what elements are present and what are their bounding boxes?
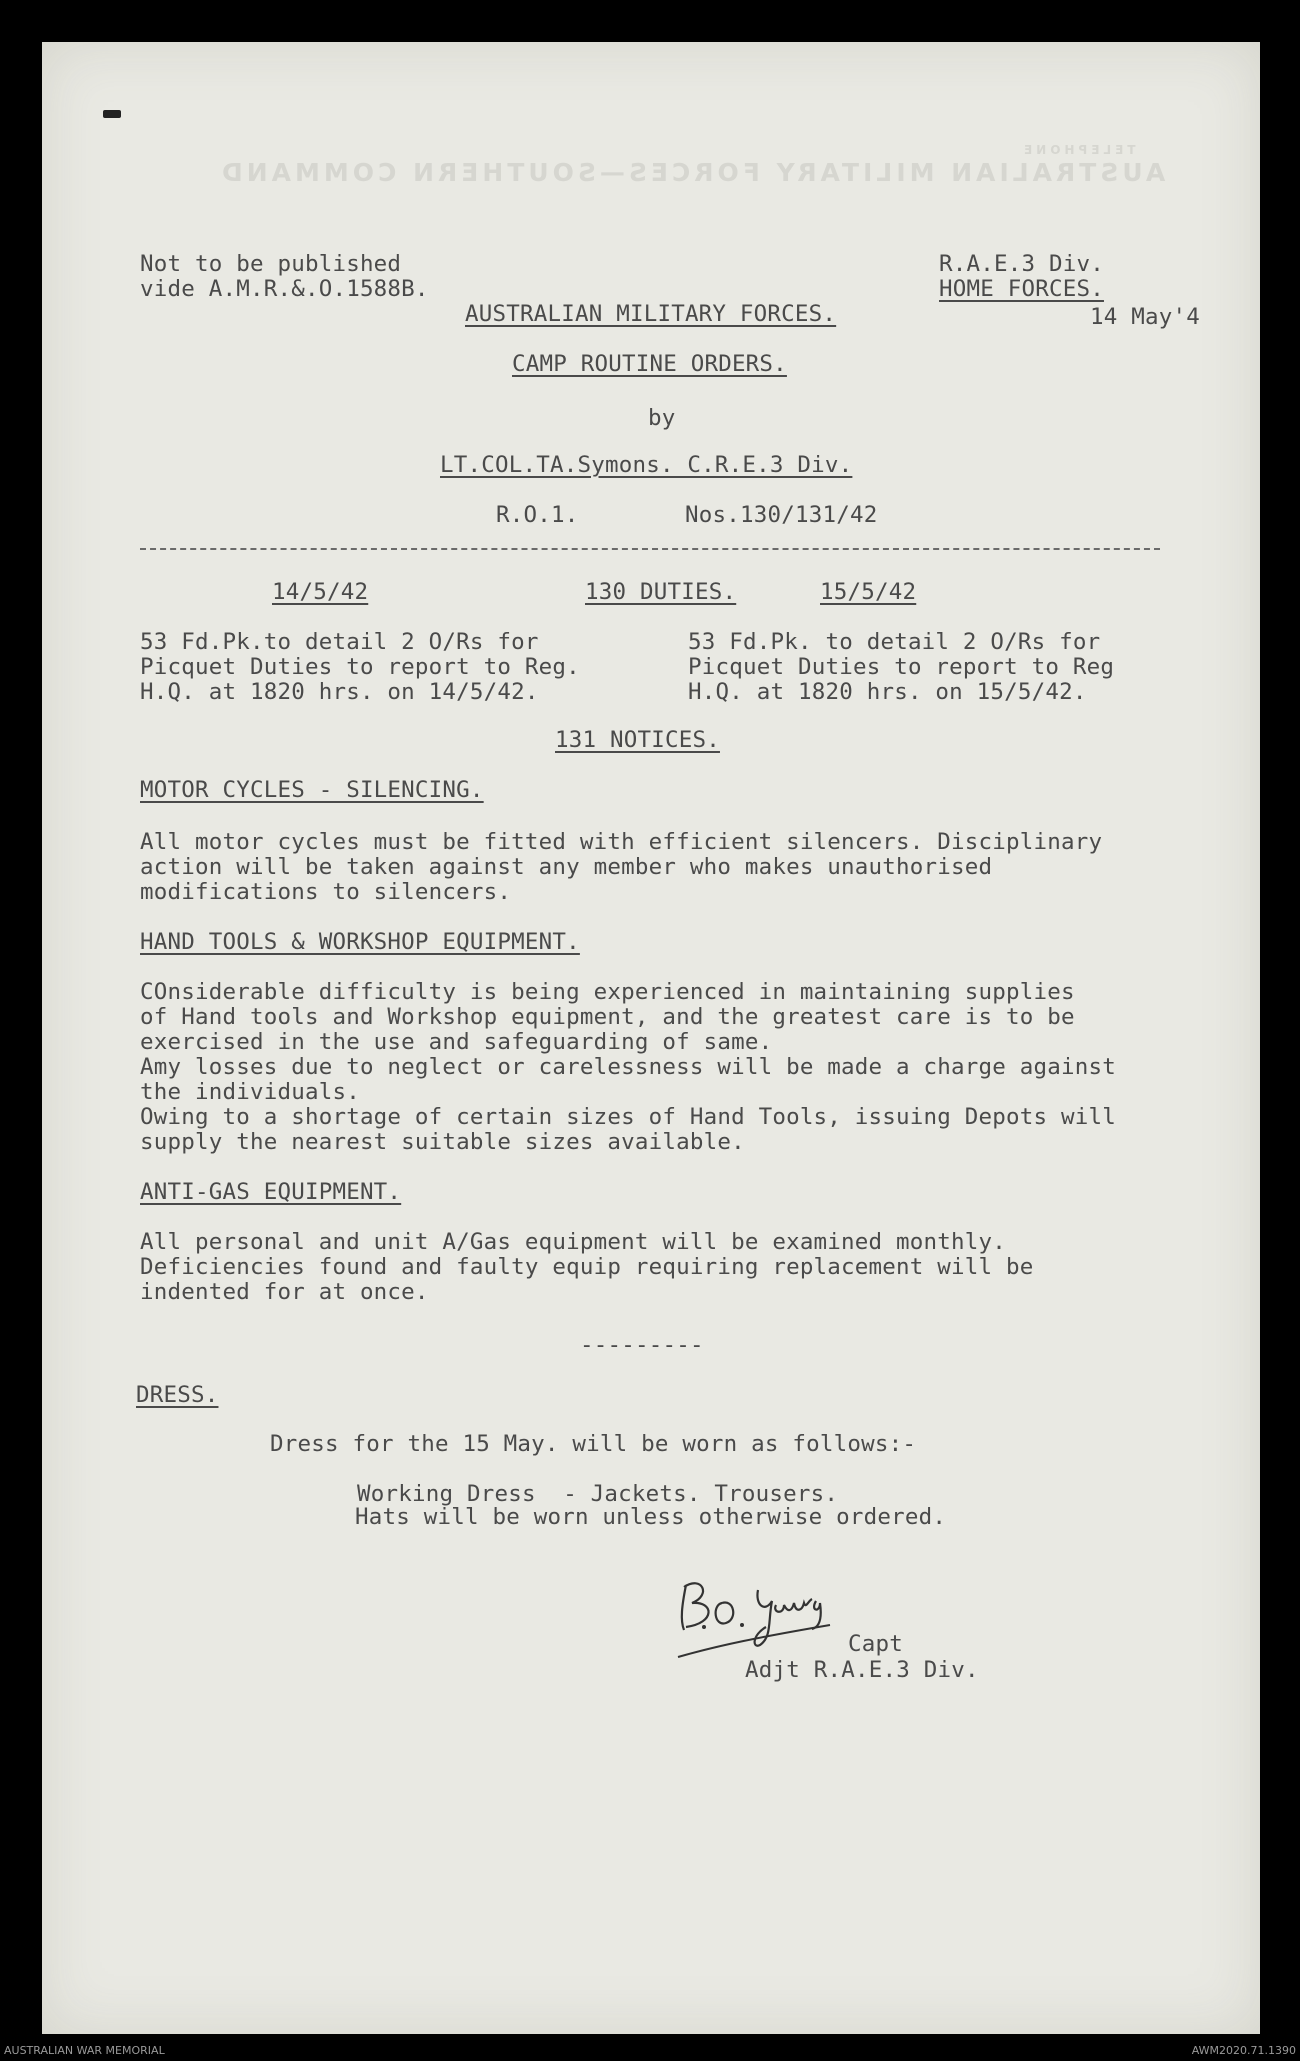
letterhead-telephone: TELEPHONE <box>1020 143 1136 157</box>
section-line: of Hand tools and Workshop equipment, and the greatest care is to be <box>140 1004 1075 1030</box>
unit-designation: R.A.E.3 Div. <box>939 251 1104 277</box>
duties-left-line: 53 Fd.Pk.to detail 2 O/Rs for <box>140 629 539 655</box>
home-forces: HOME FORCES. <box>939 276 1104 302</box>
section-title: MOTOR CYCLES - SILENCING. <box>140 777 484 803</box>
section-line: indented for at once. <box>140 1279 429 1305</box>
forces-title: AUSTRALIAN MILITARY FORCES. <box>465 301 837 327</box>
duties-right-line: Picquet Duties to report to Reg <box>688 654 1115 680</box>
orders-title: CAMP ROUTINE ORDERS. <box>512 351 787 377</box>
ink-mark <box>103 110 121 118</box>
publication-restriction: Not to be published <box>140 251 402 277</box>
dress-intro: Dress for the 15 May. will be worn as follows:- <box>270 1431 917 1457</box>
order-numbers: Nos.130/131/42 <box>685 502 878 528</box>
footer-accession-number: AWM2020.71.1390 <box>1191 2044 1296 2057</box>
duties-right-line: H.Q. at 1820 hrs. on 15/5/42. <box>688 679 1087 705</box>
by-label: by <box>648 405 676 431</box>
section-line: modifications to silencers. <box>140 879 512 905</box>
publication-reference: vide A.M.R.&.O.1588B. <box>140 276 429 302</box>
dress-line: Hats will be worn unless otherwise ordered. <box>355 1504 947 1530</box>
section-line: All motor cycles must be fitted with efficient silencers. Disciplinary <box>140 829 1103 855</box>
duties-date-left: 14/5/42 <box>272 579 369 605</box>
section-line: All personal and unit A/Gas equipment will be examined monthly. <box>140 1229 1007 1255</box>
duties-right-line: 53 Fd.Pk. to detail 2 O/Rs for <box>688 629 1101 655</box>
footer-institution: AUSTRALIAN WAR MEMORIAL <box>4 2044 165 2057</box>
rol-number: R.O.1. <box>496 502 579 528</box>
duties-left-line: Picquet Duties to report to Reg. <box>140 654 580 680</box>
notices-heading: 131 NOTICES. <box>555 727 720 753</box>
section-line: COnsiderable difficulty is being experienced in maintaining supplies <box>140 979 1075 1005</box>
signatory-title: Adjt R.A.E.3 Div. <box>745 1657 979 1683</box>
section-line: Amy losses due to neglect or carelessness will be made a charge against <box>140 1054 1116 1080</box>
section-line: exercised in the use and safeguarding of same. <box>140 1029 773 1055</box>
header-rule <box>140 548 1160 550</box>
section-separator: --------- <box>580 1332 704 1358</box>
section-line: Deficiencies found and faulty equip requiring replacement will be <box>140 1254 1034 1280</box>
dress-line: Working Dress - Jackets. Trousers. <box>357 1481 839 1507</box>
letterhead-org: AUSTRALIAN MILITARY FORCES—SOUTHERN COMMAND <box>218 158 1166 187</box>
signatory-rank: Capt <box>848 1631 903 1657</box>
dress-title: DRESS. <box>136 1382 219 1408</box>
officer-name: LT.COL.TA.Symons. C.R.E.3 Div. <box>440 452 853 478</box>
document-date: 14 May'4 <box>1090 304 1200 330</box>
section-line: supply the nearest suitable sizes available. <box>140 1129 745 1155</box>
section-title: HAND TOOLS & WORKSHOP EQUIPMENT. <box>140 929 580 955</box>
section-line: the individuals. <box>140 1079 360 1105</box>
section-line: action will be taken against any member who makes unauthorised <box>140 854 993 880</box>
section-title: ANTI-GAS EQUIPMENT. <box>140 1179 402 1205</box>
section-line: Owing to a shortage of certain sizes of Hand Tools, issuing Depots will <box>140 1104 1116 1130</box>
duties-left-line: H.Q. at 1820 hrs. on 14/5/42. <box>140 679 539 705</box>
duties-date-right: 15/5/42 <box>820 579 917 605</box>
duties-heading: 130 DUTIES. <box>585 579 737 605</box>
